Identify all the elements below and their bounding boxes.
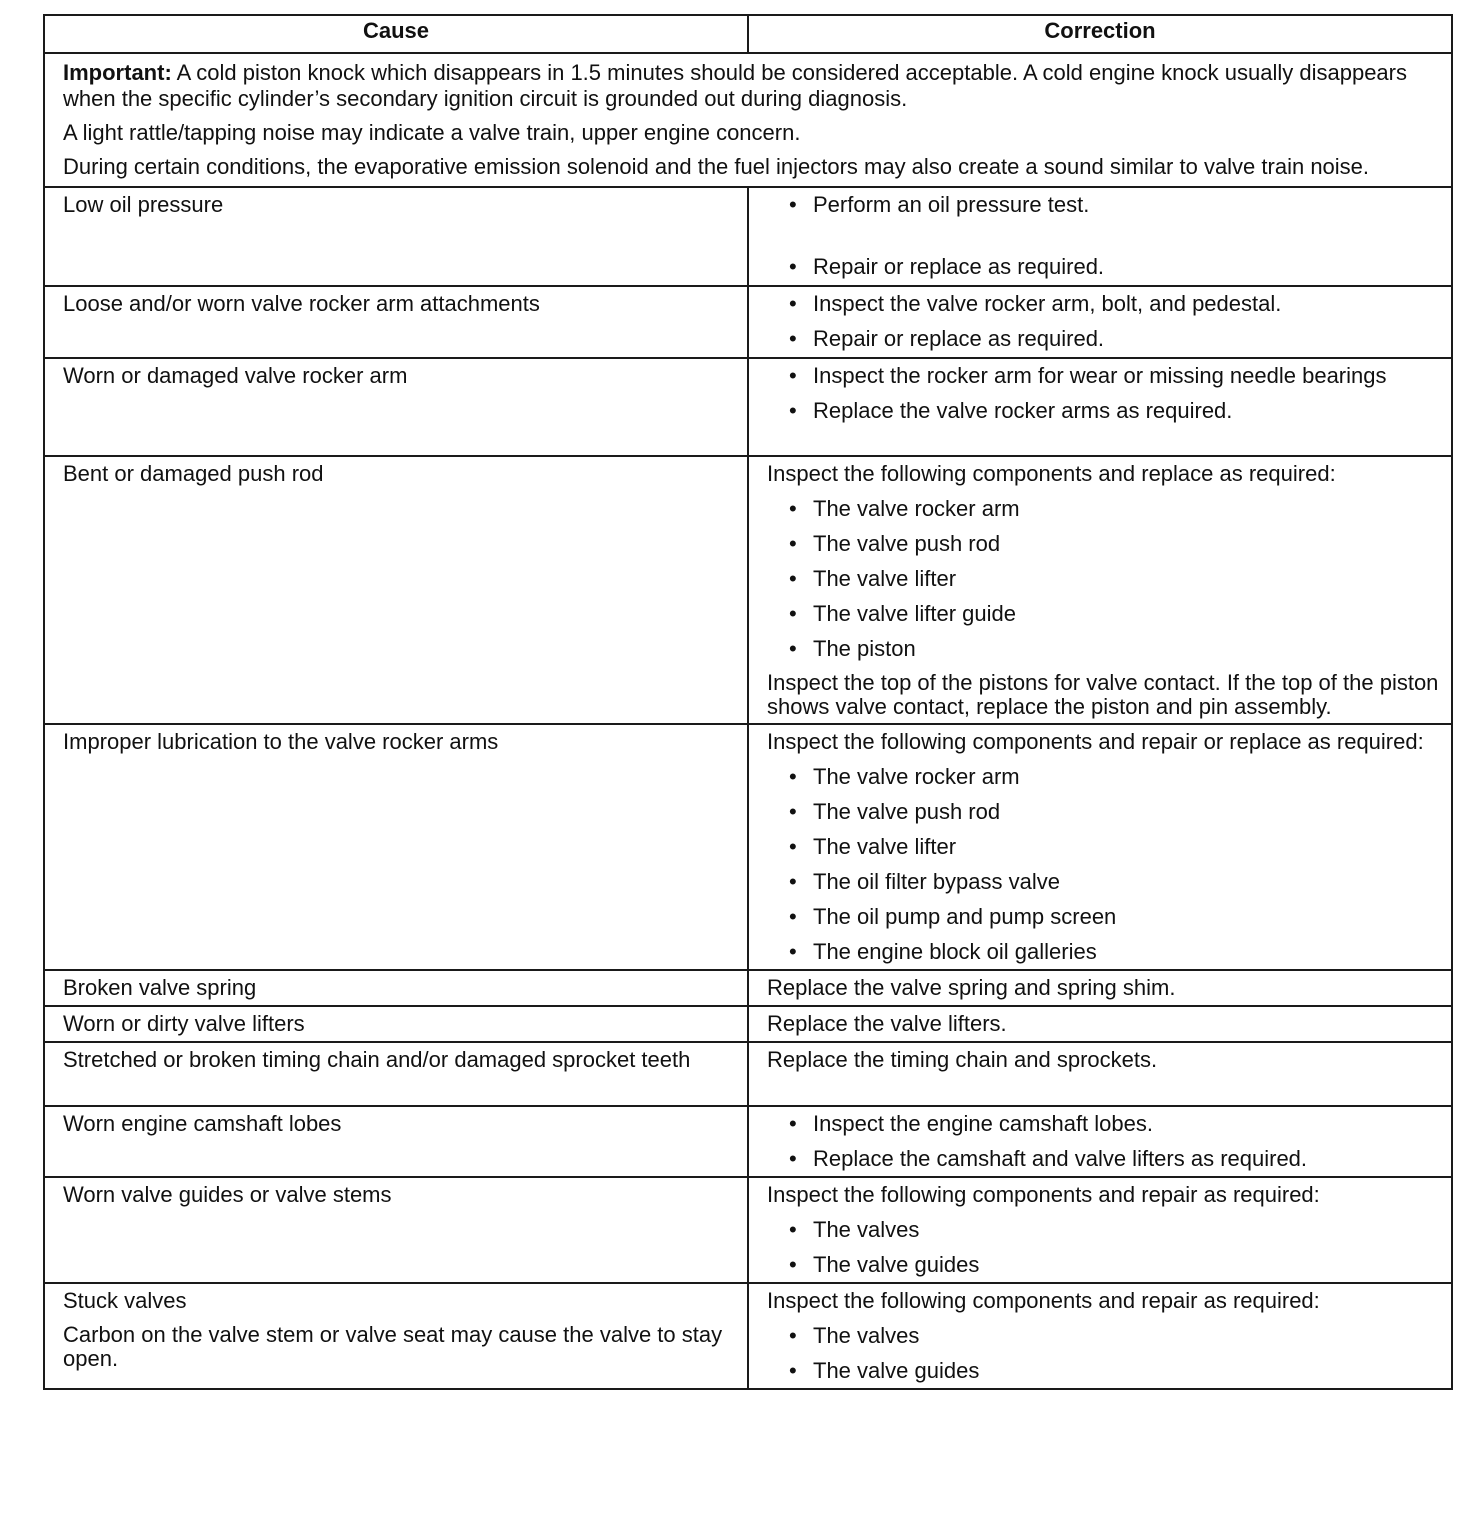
correction-cell xyxy=(748,1006,1452,1042)
correction-cell xyxy=(748,1177,1452,1283)
correction-list xyxy=(767,363,1439,424)
cause-cell xyxy=(44,724,748,970)
cause-cell xyxy=(44,1177,748,1283)
table-row xyxy=(44,286,1452,358)
cause-text: Worn or dirty valve lifters xyxy=(63,1011,305,1036)
correction-cell xyxy=(748,358,1452,456)
cause-cell xyxy=(44,1106,748,1177)
cause-text: Worn or damaged valve rocker arm xyxy=(63,363,408,388)
list-item: • The piston xyxy=(787,636,1439,662)
list-item: • The valve push rod xyxy=(787,799,1439,825)
list-item: • The valve lifter guide xyxy=(787,601,1439,627)
list-item: • Repair or replace as required. xyxy=(787,254,1439,280)
correction-list xyxy=(767,1323,1439,1384)
table-row xyxy=(44,1106,1452,1177)
list-item: • Inspect the rocker arm for wear or missing needle bearings xyxy=(787,363,1439,389)
cause-cell xyxy=(44,1283,748,1389)
correction-list xyxy=(767,192,1439,280)
list-item: • The valve push rod xyxy=(787,531,1439,557)
cause-cell xyxy=(44,358,748,456)
correction-text: Replace the valve spring and spring shim. xyxy=(767,975,1176,1000)
cause-text: Bent or damaged push rod xyxy=(63,461,324,486)
correction-list xyxy=(767,496,1439,662)
table-row xyxy=(44,970,1452,1006)
correction-intro: Inspect the following components and replace as required: xyxy=(767,461,1336,486)
cause-cell xyxy=(44,1006,748,1042)
list-item: • The valve rocker arm xyxy=(787,496,1439,522)
correction-list xyxy=(767,1217,1439,1278)
list-item: • Perform an oil pressure test. xyxy=(787,192,1439,218)
list-item: • The oil filter bypass valve xyxy=(787,869,1439,895)
correction-intro: Inspect the following components and repair as required: xyxy=(767,1288,1320,1313)
correction-cell xyxy=(748,970,1452,1006)
list-item: • The oil pump and pump screen xyxy=(787,904,1439,930)
list-item: • The engine block oil galleries xyxy=(787,939,1439,965)
list-item: • The valve lifter xyxy=(787,566,1439,592)
list-item: • Repair or replace as required. xyxy=(787,326,1439,352)
notes-row xyxy=(44,53,1452,187)
table-row xyxy=(44,1006,1452,1042)
correction-cell xyxy=(748,1042,1452,1106)
header-correction: Correction xyxy=(748,15,1452,53)
correction-text: Replace the valve lifters. xyxy=(767,1011,1007,1036)
cause-text: Low oil pressure xyxy=(63,192,224,217)
list-item: • Inspect the valve rocker arm, bolt, and pedestal. xyxy=(787,291,1439,317)
note-line-2: A light rattle/tapping noise may indicate a valve train, upper engine concern. xyxy=(63,120,801,145)
cause-cell xyxy=(44,456,748,724)
table-row xyxy=(44,187,1452,286)
cause-note: Carbon on the valve stem or valve seat may cause the valve to stay open. xyxy=(63,1322,723,1371)
table-row xyxy=(44,456,1452,724)
cause-text: Loose and/or worn valve rocker arm attachments xyxy=(63,291,540,316)
correction-intro: Inspect the following components and repair or replace as required: xyxy=(767,729,1424,754)
list-item: • The valve rocker arm xyxy=(787,764,1439,790)
cause-cell xyxy=(44,970,748,1006)
cause-cell xyxy=(44,286,748,358)
correction-cell xyxy=(748,187,1452,286)
list-item: • Replace the camshaft and valve lifters as required. xyxy=(787,1146,1439,1172)
cause-text: Stuck valves xyxy=(63,1288,187,1313)
correction-list xyxy=(767,764,1439,965)
note-line-3: During certain conditions, the evaporative emission solenoid and the fuel injectors may also create a sound similar to valve train noise. xyxy=(63,154,1370,179)
correction-cell xyxy=(748,724,1452,970)
list-item: • The valves xyxy=(787,1323,1439,1349)
list-item: • The valve lifter xyxy=(787,834,1439,860)
cause-text: Improper lubrication to the valve rocker arms xyxy=(63,729,499,754)
table-row xyxy=(44,1283,1452,1389)
correction-cell xyxy=(748,1283,1452,1389)
cause-text: Stretched or broken timing chain and/or damaged sprocket teeth xyxy=(63,1047,691,1072)
cause-text: Worn engine camshaft lobes xyxy=(63,1111,342,1136)
diagnosis-table xyxy=(43,14,1453,1390)
correction-list xyxy=(767,291,1439,352)
list-item: • The valves xyxy=(787,1217,1439,1243)
correction-cell xyxy=(748,456,1452,724)
cause-cell xyxy=(44,187,748,286)
table-row xyxy=(44,358,1452,456)
header-row xyxy=(44,15,1452,53)
list-item: • Inspect the engine camshaft lobes. xyxy=(787,1111,1439,1137)
cause-text: Worn valve guides or valve stems xyxy=(63,1182,392,1207)
important-label: Important: xyxy=(63,60,172,85)
list-item: • The valve guides xyxy=(787,1252,1439,1278)
important-note xyxy=(63,60,1439,112)
list-item: • The valve guides xyxy=(787,1358,1439,1384)
header-cause: Cause xyxy=(44,15,748,53)
correction-outro: Inspect the top of the pistons for valve contact. If the top of the piston shows valve contact, replace the piston and pin assembly. xyxy=(767,670,1439,719)
correction-list xyxy=(767,1111,1439,1172)
correction-text: Replace the timing chain and sprockets. xyxy=(767,1047,1158,1072)
correction-intro: Inspect the following components and repair as required: xyxy=(767,1182,1320,1207)
important-text: A cold piston knock which disappears in 1.5 minutes should be considered acceptable. A cold engine knock usually disappears when the specific cylinder’s secondary ignition circuit is grounded out during diagnosis. xyxy=(63,60,1407,111)
list-item: • Replace the valve rocker arms as required. xyxy=(787,398,1439,424)
cause-cell xyxy=(44,1042,748,1106)
table-row xyxy=(44,724,1452,970)
table-row xyxy=(44,1042,1452,1106)
notes-cell xyxy=(44,53,1452,187)
table-row xyxy=(44,1177,1452,1283)
correction-cell xyxy=(748,286,1452,358)
correction-cell xyxy=(748,1106,1452,1177)
cause-text: Broken valve spring xyxy=(63,975,257,1000)
